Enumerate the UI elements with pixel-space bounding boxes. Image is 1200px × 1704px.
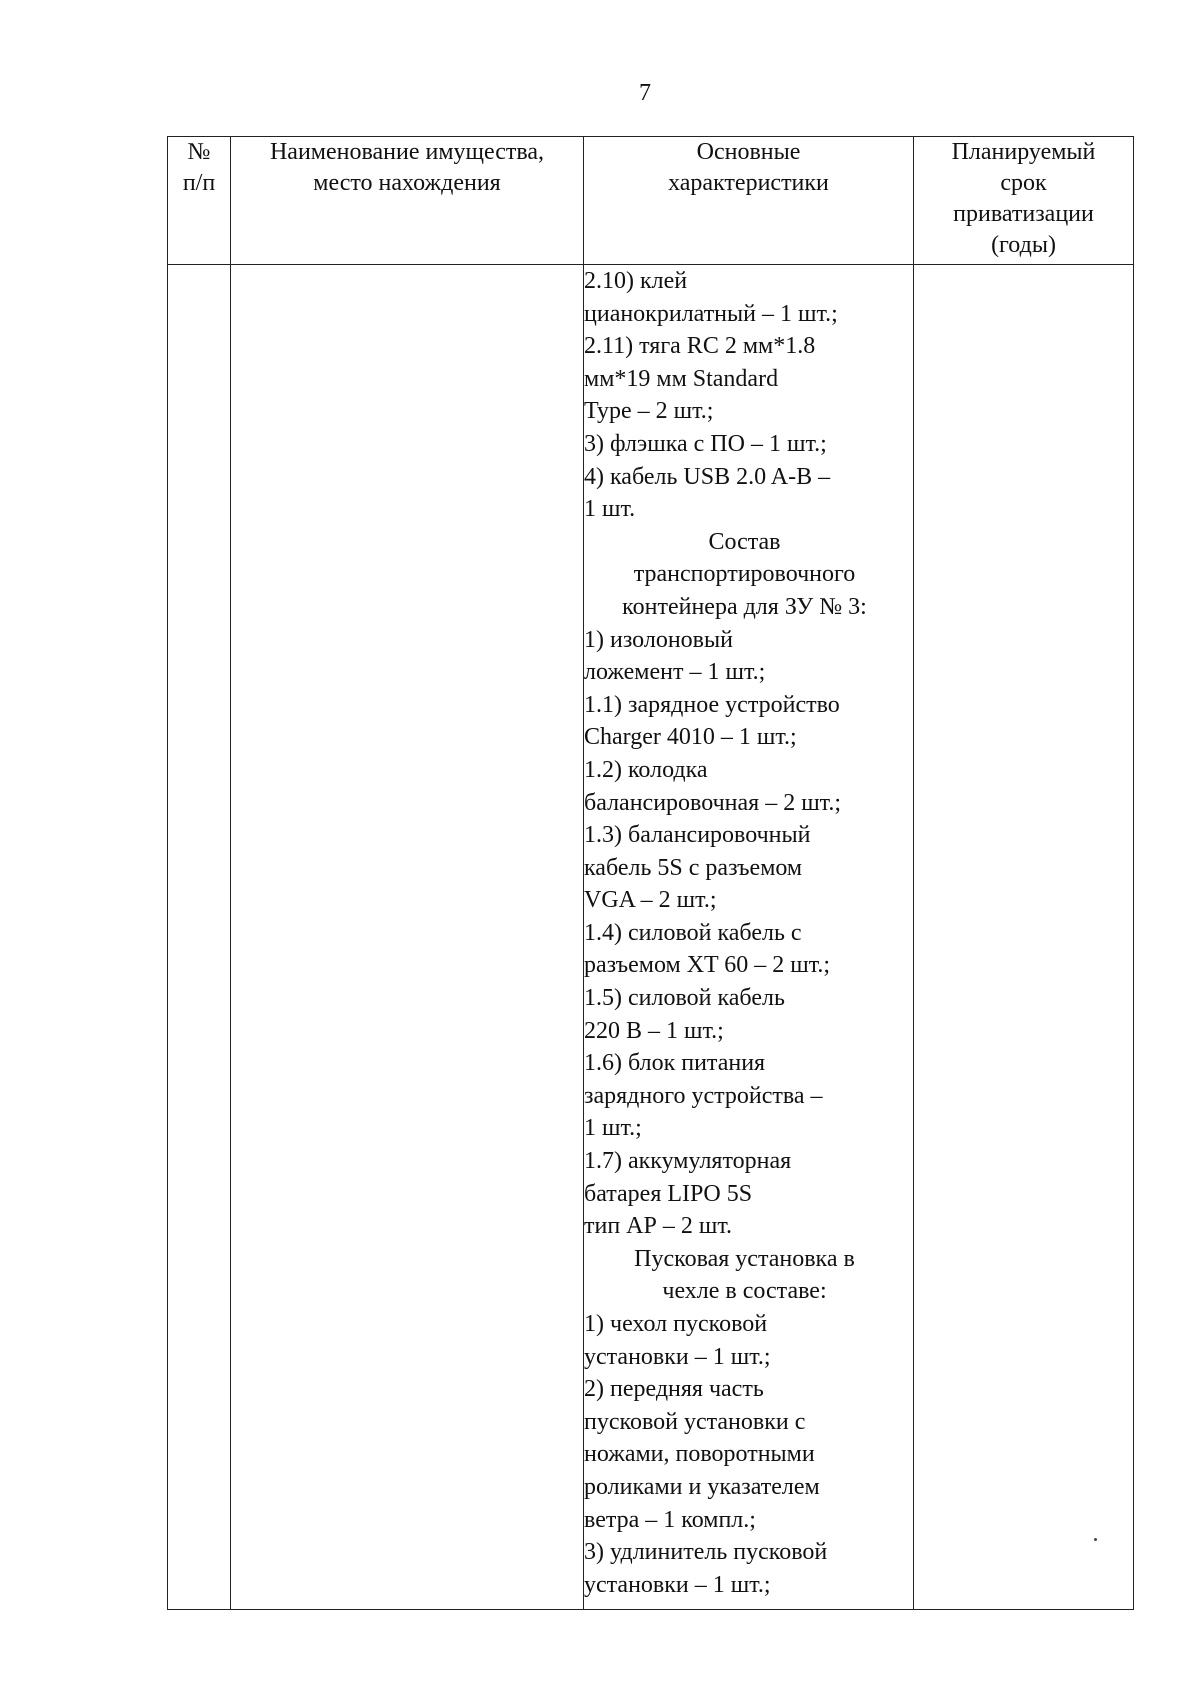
characteristics-line: 1) изолоновый — [584, 626, 733, 653]
header-number-text: № п/п — [182, 139, 216, 196]
scan-speck — [1094, 1538, 1097, 1541]
page-number: 7 — [639, 80, 651, 106]
property-table — [167, 136, 1134, 1610]
characteristics-line: 1.5) силовой кабель — [584, 985, 785, 1012]
header-term-text: Планируемый срок приватизации (годы) — [951, 139, 1096, 258]
characteristics-line: 1.3) балансировочный — [584, 822, 811, 849]
header-characteristics-text: Основные характеристики — [668, 139, 829, 196]
header-number — [168, 137, 231, 265]
cell-number — [168, 265, 231, 1610]
characteristics-line: батарея LIPO 5S — [584, 1180, 753, 1207]
characteristics-line: чехле в составе: — [662, 1278, 827, 1305]
header-characteristics — [584, 137, 914, 265]
characteristics-line: ножами, поворотными — [584, 1441, 815, 1468]
characteristics-line: цианокрилатный – 1 шт.; — [584, 300, 838, 327]
characteristics-line: 1 шт.; — [584, 1115, 642, 1142]
characteristics-line: 4) кабель USB 2.0 A-B – — [584, 463, 831, 490]
characteristics-line: 2) передняя часть — [584, 1376, 764, 1403]
characteristics-line: ветра – 1 компл.; — [584, 1506, 756, 1533]
header-name-text: Наименование имущества, место нахождения — [269, 139, 545, 196]
characteristics-line: контейнера для ЗУ № 3: — [622, 593, 867, 620]
header-term — [914, 137, 1134, 265]
characteristics-line: 3) удлинитель пусковой — [584, 1539, 828, 1566]
characteristics-line: 2.11) тяга RC 2 мм*1.8 — [584, 333, 816, 360]
characteristics-line: зарядного устройства – — [584, 1082, 823, 1109]
characteristics-line: роликами и указателем — [584, 1473, 820, 1500]
characteristics-line: балансировочная – 2 шт.; — [584, 789, 842, 816]
characteristics-line: 1) чехол пусковой — [584, 1311, 768, 1337]
characteristics-line: кабель 5S с разъемом — [584, 854, 803, 881]
characteristics-line: 1.1) зарядное устройство — [584, 691, 840, 718]
cell-name — [231, 265, 584, 1610]
characteristics-line: пусковой установки с — [584, 1408, 806, 1435]
table-row — [168, 265, 1134, 1610]
characteristics-line: 2.10) клей — [584, 268, 688, 294]
table-header-row — [168, 137, 1134, 265]
cell-characteristics — [584, 265, 914, 1610]
characteristics-line: 220 В – 1 шт.; — [584, 1017, 724, 1044]
characteristics-line: 1 шт. — [584, 496, 636, 523]
characteristics-line: тип АР – 2 шт. — [584, 1213, 733, 1240]
header-name — [231, 137, 584, 265]
characteristics-line: разъемом XT 60 – 2 шт.; — [584, 952, 831, 979]
characteristics-line: 1.2) колодка — [584, 756, 708, 783]
characteristics-line: мм*19 мм Standard — [584, 365, 779, 392]
characteristics-line: Пусковая установка в — [634, 1245, 855, 1272]
characteristics-line: транспортировочного — [633, 561, 856, 588]
characteristics-line: Состав — [708, 528, 781, 555]
characteristics-line: Charger 4010 – 1 шт.; — [584, 724, 797, 751]
characteristics-line: 1.6) блок питания — [584, 1050, 766, 1077]
characteristics-line: установки – 1 шт.; — [584, 1343, 771, 1370]
characteristics-line: установки – 1 шт.; — [584, 1571, 771, 1598]
cell-term — [914, 265, 1134, 1610]
characteristics-line: 1.7) аккумуляторная — [584, 1148, 792, 1175]
characteristics-line: 3) флэшка с ПО – 1 шт.; — [584, 430, 827, 457]
characteristics-line: VGA – 2 шт.; — [584, 887, 717, 914]
characteristics-line: ложемент – 1 шт.; — [584, 659, 766, 686]
characteristics-line: 1.4) силовой кабель с — [584, 919, 802, 946]
characteristics-line: Type – 2 шт.; — [584, 398, 714, 425]
